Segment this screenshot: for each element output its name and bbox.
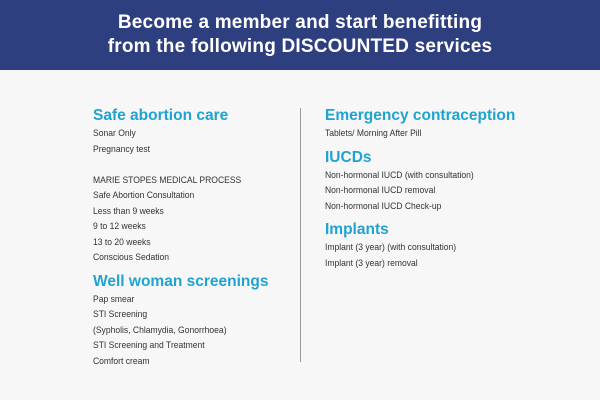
service-item: Non-hormonal IUCD removal (325, 185, 436, 196)
service-item: Safe Abortion Consultation (93, 190, 195, 201)
section-title-emergency-contraception: Emergency contraception (325, 107, 516, 124)
services-panel (0, 70, 600, 400)
service-item: (Sypholis, Chlamydia, Gonorrhoea) (93, 324, 227, 336)
service-item: 13 to 20 weeks (93, 236, 151, 248)
service-item: Non-hormonal IUCD Check-up (325, 200, 442, 212)
right-column (325, 106, 575, 271)
service-item: Sonar Only (93, 128, 136, 139)
service-item: Non-hormonal IUCD (with consultation) (325, 169, 474, 181)
sub-heading-medical-process: MARIE STOPES MEDICAL PROCESS (93, 174, 242, 186)
banner-title-line-1: Become a member and start benefitting (117, 12, 483, 33)
service-item: Implant (3 year) removal (325, 257, 418, 269)
section-title-safe-abortion-care: Safe abortion care (93, 107, 229, 124)
service-item: Pregnancy test (93, 143, 151, 155)
service-item: 9 to 12 weeks (93, 221, 146, 232)
service-item: Less than 9 weeks (93, 205, 164, 217)
service-item: Pap smear (93, 293, 135, 305)
header-banner (0, 0, 600, 70)
service-item: Tablets/ Morning After Pill (325, 128, 422, 139)
service-item: Conscious Sedation (93, 252, 170, 263)
section-title-iucds: IUCDs (325, 148, 372, 166)
service-item: STI Screening and Treatment (93, 340, 205, 351)
service-item: Implant (3 year) (with consultation) (325, 242, 457, 253)
left-column (93, 106, 288, 369)
column-divider (300, 108, 301, 362)
banner-title-line-2: from the following DISCOUNTED services (107, 36, 493, 57)
service-item: STI Screening (93, 309, 148, 320)
section-title-implants: Implants (325, 221, 389, 238)
service-item: Comfort cream (93, 355, 150, 367)
section-title-well-woman-screenings: Well woman screenings (93, 272, 269, 290)
